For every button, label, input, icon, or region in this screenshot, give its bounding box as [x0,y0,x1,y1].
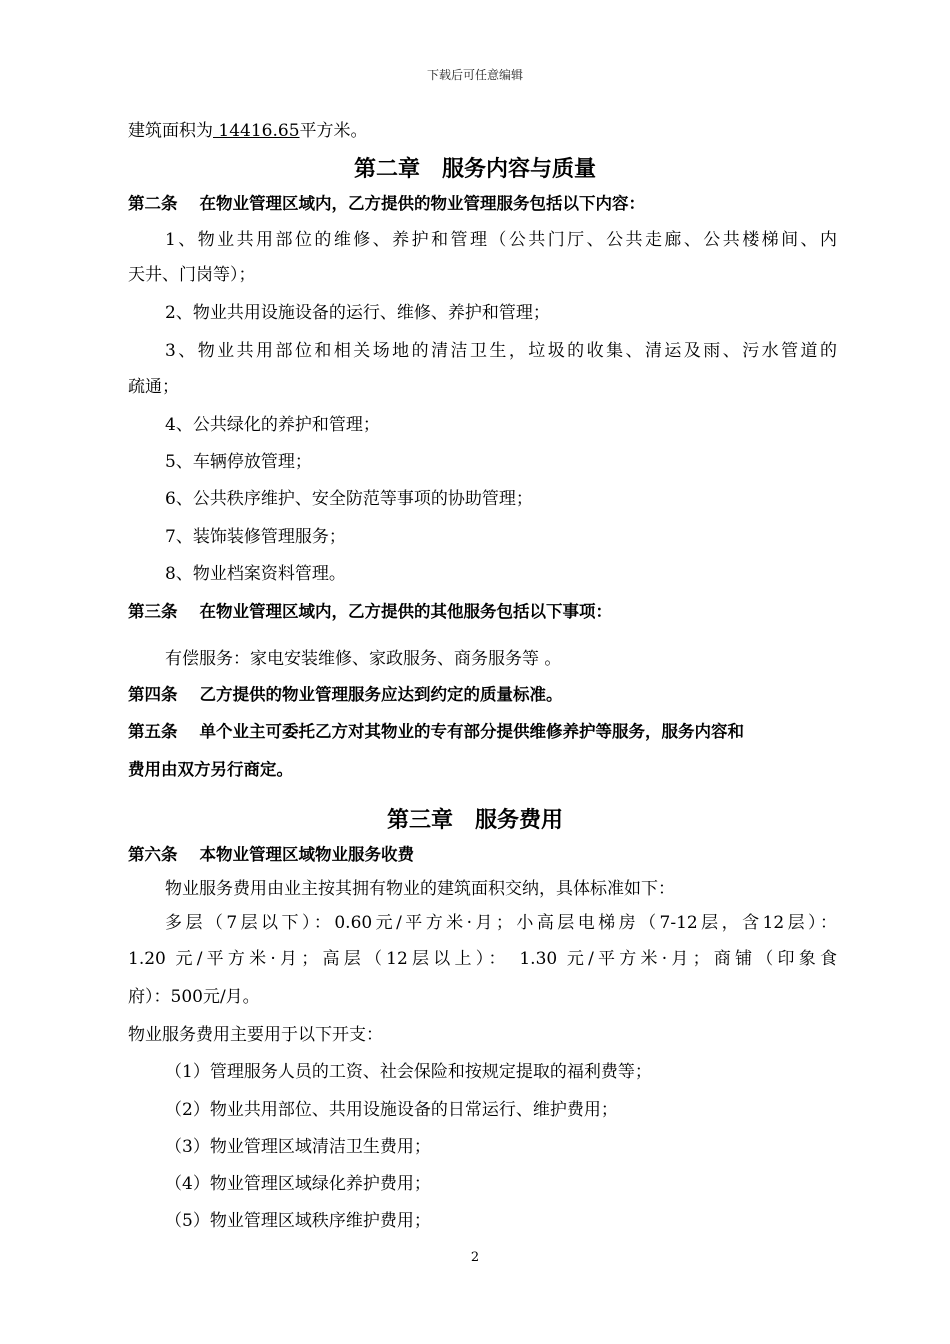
chapter-3-heading [0,803,950,834]
page-header: 下载后可任意编辑 [426,68,523,82]
intro-suffix: 平方米。 [299,121,368,141]
article-2-label: 第二条 [128,194,178,213]
article-2-item: 6、公共秩序维护、安全防范等事项的协助管理； [165,489,533,509]
article-4-label: 第四条 [128,685,178,704]
chapter-2-title: 服务内容与质量 [442,157,597,182]
fee-standard-line: 多层（7层以下）：0.60元/平方米·月；小高层电梯房（7-12层，含12层）： [165,913,837,933]
page-number: 2 [470,1250,480,1265]
article-2-item: 1、物业共用部位的维修、养护和管理（公共门厅、公共走廊、公共楼梯间、内 [165,230,837,250]
chapter-3-number: 第三章 [386,808,453,833]
article-3-heading [128,601,612,623]
article-2-item: 5、车辆停放管理； [165,452,312,472]
expense-item: （3）物业管理区域清洁卫生费用； [165,1137,431,1157]
article-4-heading [128,684,563,706]
intro-prefix: 建筑面积为 [128,121,213,141]
expenses-intro: 物业服务费用主要用于以下开支： [128,1025,383,1045]
article-4-text: 乙方提供的物业管理服务应达到约定的质量标准。 [199,685,563,704]
chapter-2-number: 第二章 [353,157,420,182]
chapter-3-title: 服务费用 [475,808,564,833]
article-2-heading [128,193,645,215]
article-6-heading [128,844,414,866]
article-2-item: 2、物业共用设施设备的运行、维修、养护和管理； [165,303,550,323]
area-value: 14416.65 [213,121,300,141]
article-6-paragraph: 物业服务费用由业主按其拥有物业的建筑面积交纳，具体标准如下： [165,879,675,899]
article-2-item: 3、物业共用部位和相关场地的清洁卫生，垃圾的收集、清运及雨、污水管道的 [165,341,837,361]
fee-standard-line: 府）：500元/月。 [128,987,260,1007]
chapter-2-heading [0,152,950,183]
expense-item: （1）管理服务人员的工资、社会保险和按规定提取的福利费等； [165,1062,652,1082]
fee-standard-line: 1.20 元/平方米·月；高层（12层以上）： 1.30 元/平方米·月；商铺（印象食 [128,949,837,969]
article-5-label: 第五条 [128,722,178,741]
article-3-label: 第三条 [128,602,178,621]
article-5-line1: 单个业主可委托乙方对其物业的专有部分提供维修养护等服务，服务内容和 [199,722,744,741]
article-5-line2: 费用由双方另行商定。 [128,760,293,779]
expense-item: （4）物业管理区域绿化养护费用； [165,1174,431,1194]
article-5-heading [128,721,836,743]
article-6-label: 第六条 [128,845,178,864]
article-2-item: 天井、门岗等）； [128,265,256,285]
article-6-text: 本物业管理区域物业服务收费 [199,845,414,864]
article-2-item: 7、装饰装修管理服务； [165,527,346,547]
intro-line [128,120,368,142]
expense-item: （5）物业管理区域秩序维护费用； [165,1211,431,1231]
expense-item: （2）物业共用部位、共用设施设备的日常运行、维护费用； [165,1100,618,1120]
article-2-item: 8、物业档案资料管理。 [165,564,346,584]
article-2-item: 4、公共绿化的养护和管理； [165,415,380,435]
article-3-text: 在物业管理区域内，乙方提供的其他服务包括以下事项： [199,602,612,621]
article-2-item: 疏通； [128,377,179,397]
article-3-paid-services: 有偿服务：家电安装维修、家政服务、商务服务等 。 [165,649,562,669]
article-2-text: 在物业管理区域内，乙方提供的物业管理服务包括以下内容： [199,194,645,213]
